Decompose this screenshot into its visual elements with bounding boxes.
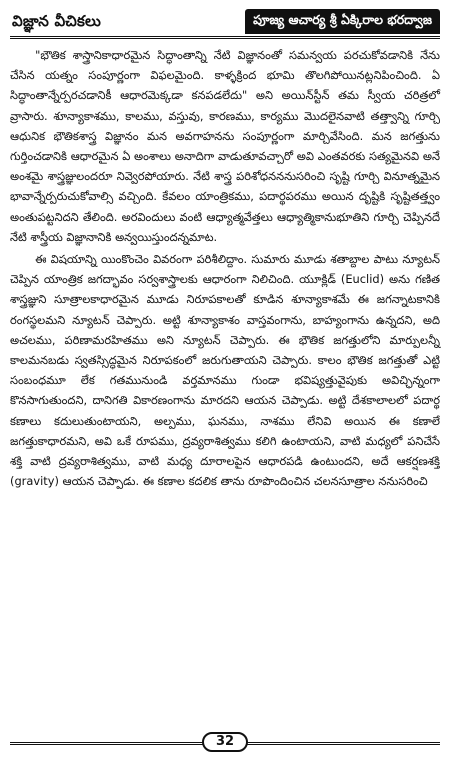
- author-badge: పూజ్య ఆచార్య శ్రీ ఏక్కిరాల భరద్వాజ: [245, 9, 440, 34]
- paragraph: "భౌతిక శాస్త్రానికాధారమైన సిద్ధాంతాన్ని నేటి విజ్ఞానంతో సమన్వయ పరచుకోవడానికి నేను చేసిన యత్నం సంపూర్ణంగా విఫలమైంది. కాళ్ళక్రింద భూమి తొలగిపోయినట్లనిపించింది. ఏ సిద్ధాంతాన్నేర్పరచడానికీ ఆధారమెక్కడా కనపడలేదు" అని అయిన్‌స్టీన్ తమ స్వీయ చరిత్రలో వ్రాసారు. శూన్యాకాశము, కాలము, వస్తువు, కారణము, కార్యము మొదలైనవాటి తత్త్వాన్ని గూర్చి ఆధునిక భౌతికశాస్త్ర విజ్ఞానం మన అవగాహనను సంపూర్ణంగా మార్చివేసింది. మన జగత్తును గుర్తించడానికి ఆధారమైన ఏ అంశాలు అనాదిగా వాడుతూవచ్చారో అవి ఎంతవరకు సత్యమైనవి అనే అంశమై శాస్త్రజ్ఞులందరూ నివ్వెరపోయారు. నేటి శాస్త్ర పరిశోధనననుసరించి సృష్టి గూర్చి వినూత్నమైన భావాన్నేర్పరుచుకోవాల్సి వచ్చింది. కేవలం యాంత్రికము, పదార్థపరము అయిన దృష్టికి సృష్టితత్త్వం అంతుపట్టనిదని తేలింది. అరవిందులు వంటి ఆధ్యాత్మవేత్తలు ఆధ్యాత్మికానుభూతిని గూర్చి చెప్పినదే నేటి శాస్త్రీయ విజ్ఞానానికి అన్వయిస్తుందన్నమాట.: [10, 48, 440, 244]
- page-number: 32: [202, 732, 248, 752]
- page-header: [10, 6, 440, 39]
- page-footer: [10, 732, 440, 752]
- body-text: [10, 45, 440, 491]
- book-title: విజ్ఞాన వీచికలు: [12, 12, 102, 30]
- paragraph: ఈ విషయాన్ని యింకొంచెం వివరంగా పరిశీలిద్దాం. సుమారు మూడు శతాబ్దాల పాటు న్యూటన్ చెప్పిన యాంత్రిక జగద్భావం సర్వశాస్త్రాలకు ఆధారంగా నిలిచింది. యూక్లిడ్ (Euclid) అను గణిత శాస్త్రజ్ఞుని సూత్రాలకాధారమైన మూడు నిరూపకాలతో కూడిన శూన్యాకాశమే ఈ జగన్నాటకానికి రంగస్థలమని న్యూటన్ చెప్పారు. అట్టి శూన్యాకాశం వాస్తవంగాను, బాహ్యంగాను ఉన్నదని, అది అచలము, పరిణామరహితము అని న్యూటన్ చెప్పారు. ఈ భౌతిక జగత్తులోని మార్పులన్నీ కాలమనబడు స్వతస్సిద్ధమైన నిరూపకంలో జరుగుతాయని చెప్పారు. కాలం భౌతిక జగత్తుతో ఎట్టి సంబంధమూ లేక గతమునుండి వర్తమానము గుండా భవిష్యత్తువైపుకు అవిచ్ఛిన్నంగా కొనసాగుతుందని, దానిగతి వికారణంగాను మారదని ఆయన చెప్పాడు. అట్టి దేశకాలాలలో పదార్థ కణాలు కదులుతుంటాయని, అల్పము, ఘనము, నాశము లేనివి అయిన ఈ కణాలే జగత్తుకాధారమని, అవి ఒకే రూపము, ద్రవ్యరాశిత్వము కలిగి ఉంటాయని, వాటి మధ్యలో పనిచేసే శక్తి వాటి ద్రవ్యరాశిత్వము, వాటి మధ్య దూరాలపైన ఆధారపడి ఉంటుందని, అదే ఆకర్షణశక్తి (gravity) ఆయన చెప్పాడు. ఈ కణాల కదలిక తాను రూపొందించిన చలనసూత్రాల ననుసరించి: [10, 252, 440, 489]
